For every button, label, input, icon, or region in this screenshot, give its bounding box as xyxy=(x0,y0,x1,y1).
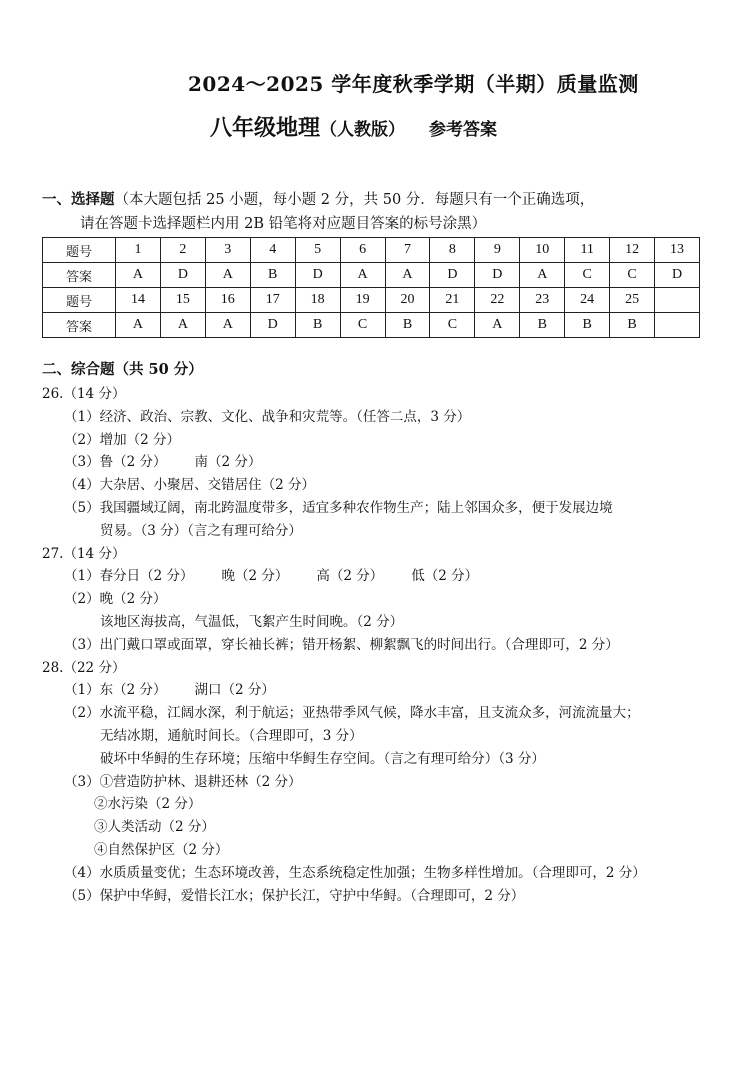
q27-answer-2-line2: 该地区海拔高，气温低，飞絮产生时间晚。（2 分） xyxy=(100,613,404,630)
row-label: 题号 xyxy=(43,288,116,313)
q26-answer-2: （2）增加（2 分） xyxy=(64,431,180,448)
q27-answer-1-part4: 低（2 分） xyxy=(411,568,479,585)
question-number: 8 xyxy=(430,238,475,263)
answer-row-1 xyxy=(43,263,700,288)
answer-cell: A xyxy=(116,263,161,288)
question-number: 21 xyxy=(430,288,475,313)
question-number: 11 xyxy=(565,238,610,263)
answer-row-2 xyxy=(43,313,700,338)
q27-answer-1 xyxy=(64,565,722,588)
answer-cell: A xyxy=(160,313,205,338)
section1-instruction-line1: （本大题包括 25 小题，每小题 2 分，共 50 分．每题只有一个正确选项， xyxy=(114,192,595,208)
answer-cell: D xyxy=(475,263,520,288)
q27-answer-3: （3）出门戴口罩或面罩，穿长袖长裤；错开杨絮、柳絮飘飞的时间出行。（合理即可，2 分） xyxy=(64,636,619,653)
question-number: 1 xyxy=(116,238,161,263)
answer-cell: C xyxy=(430,313,475,338)
answer-cell: B xyxy=(385,313,430,338)
question-number: 13 xyxy=(655,238,700,263)
empty-cell xyxy=(655,288,700,313)
answer-cell: C xyxy=(610,263,655,288)
row-label: 题号 xyxy=(43,238,116,263)
question-number: 22 xyxy=(475,288,520,313)
answer-cell: B xyxy=(565,313,610,338)
q28-answer-3-line1: （3）①营造防护林、退耕还林（2 分） xyxy=(64,773,302,790)
answer-cell: A xyxy=(520,263,565,288)
q28-answer-5: （5）保护中华鲟，爱惜长江水；保护长江，守护中华鲟。（合理即可，2 分） xyxy=(64,887,525,904)
answer-cell: A xyxy=(340,263,385,288)
answer-cell: D xyxy=(160,263,205,288)
q27-answer-1-part3: 高（2 分） xyxy=(316,568,384,585)
question-number-row-1 xyxy=(43,238,700,263)
q28-answer-3-line4: ④自然保护区（2 分） xyxy=(94,841,229,858)
answer-cell: B xyxy=(250,263,295,288)
section2-heading: 二、综合题（共 50 分） xyxy=(42,361,203,378)
q28-answer-2-line3: 破坏中华鲟的生存环境；压缩中华鲟生存空间。（言之有理可给分）（3 分） xyxy=(100,750,545,767)
question-number: 3 xyxy=(205,238,250,263)
document-title: 2024～2025 学年度秋季学期（半期）质量监测 xyxy=(188,72,639,96)
q26-answer-5-line1: （5）我国疆域辽阔，南北跨温度带多，适宜多种农作物生产；陆上邻国众多，便于发展边境 xyxy=(64,499,613,516)
question-number: 17 xyxy=(250,288,295,313)
question-number: 15 xyxy=(160,288,205,313)
question-number: 2 xyxy=(160,238,205,263)
q28-answer-3-line2: ②水污染（2 分） xyxy=(94,796,202,813)
q27-label: 27.（14 分） xyxy=(42,545,126,562)
section1-heading: 一、选择题 xyxy=(42,191,115,208)
empty-cell xyxy=(655,313,700,338)
q28-label: 28.（22 分） xyxy=(42,659,126,676)
q28-answer-3-line3: ③人类活动（2 分） xyxy=(94,819,215,836)
question-number: 23 xyxy=(520,288,565,313)
q26-answer-3 xyxy=(64,451,722,474)
question-number: 25 xyxy=(610,288,655,313)
answer-cell: D xyxy=(250,313,295,338)
q28-answer-4: （4）水质质量变优；生态环境改善，生态系统稳定性加强；生物多样性增加。（合理即可，2 分） xyxy=(64,864,646,881)
q26-answer-3-part1: （3）鲁（2 分） xyxy=(64,454,167,471)
answer-cell: B xyxy=(610,313,655,338)
q26-answer-1: （1）经济、政治、宗教、文化、战争和灾荒等。（任答二点，3 分） xyxy=(64,408,471,425)
question-number: 12 xyxy=(610,238,655,263)
q27-answer-2: （2）晚（2 分） xyxy=(64,591,167,608)
q28-answer-1 xyxy=(64,679,722,702)
subject-title: 八年级地理 xyxy=(210,115,321,141)
document-subtitle xyxy=(210,111,497,142)
section1-header xyxy=(42,188,712,236)
question-number: 24 xyxy=(565,288,610,313)
edition-label: （人教版） xyxy=(320,120,406,140)
answer-cell: C xyxy=(340,313,385,338)
question-number: 7 xyxy=(385,238,430,263)
answer-cell: B xyxy=(520,313,565,338)
q28-answer-2-line2: 无结冰期，通航时间长。（合理即可，3 分） xyxy=(100,727,363,744)
answer-cell: A xyxy=(205,263,250,288)
q27-answer-1-part2: 晚（2 分） xyxy=(221,568,289,585)
answer-cell: B xyxy=(295,313,340,338)
q26-answer-4: （4）大杂居、小聚居、交错居住（2 分） xyxy=(64,477,315,494)
q28-answer-1-part2: 湖口（2 分） xyxy=(194,682,275,699)
question-number: 16 xyxy=(205,288,250,313)
question-number: 6 xyxy=(340,238,385,263)
answer-cell: D xyxy=(295,263,340,288)
answer-cell: A xyxy=(475,313,520,338)
question-number: 10 xyxy=(520,238,565,263)
answer-cell: A xyxy=(205,313,250,338)
row-label: 答案 xyxy=(43,263,116,288)
q26-answer-3-part2: 南（2 分） xyxy=(194,454,262,471)
question-number: 5 xyxy=(295,238,340,263)
q28-answer-2-line1: （2）水流平稳，江阔水深，利于航运；亚热带季风气候，降水丰富，且支流众多，河流流量大； xyxy=(64,705,640,722)
q27-answer-1-part1: （1）春分日（2 分） xyxy=(64,568,194,585)
answer-cell: A xyxy=(385,263,430,288)
q26-label: 26.（14 分） xyxy=(42,386,126,402)
section1-instruction-line2: 请在答题卡选择题栏内用 2B 铅笔将对应题目答案的标号涂黑） xyxy=(80,216,487,232)
question-number: 18 xyxy=(295,288,340,313)
section2 xyxy=(42,359,722,907)
question-number: 9 xyxy=(475,238,520,263)
q26-answer-5-line2: 贸易。（3 分）（言之有理可给分） xyxy=(100,522,302,539)
answer-cell: D xyxy=(655,263,700,288)
question-number: 19 xyxy=(340,288,385,313)
question-number: 14 xyxy=(116,288,161,313)
question-number-row-2 xyxy=(43,288,700,313)
question-number: 20 xyxy=(385,288,430,313)
row-label: 答案 xyxy=(43,313,116,338)
question-number: 4 xyxy=(250,238,295,263)
answer-key-label: 参考答案 xyxy=(429,120,498,140)
q28-answer-1-part1: （1）东（2 分） xyxy=(64,682,167,699)
answer-cell: C xyxy=(565,263,610,288)
answer-cell: D xyxy=(430,263,475,288)
multiple-choice-answer-table xyxy=(42,237,700,338)
answer-cell: A xyxy=(116,313,161,338)
